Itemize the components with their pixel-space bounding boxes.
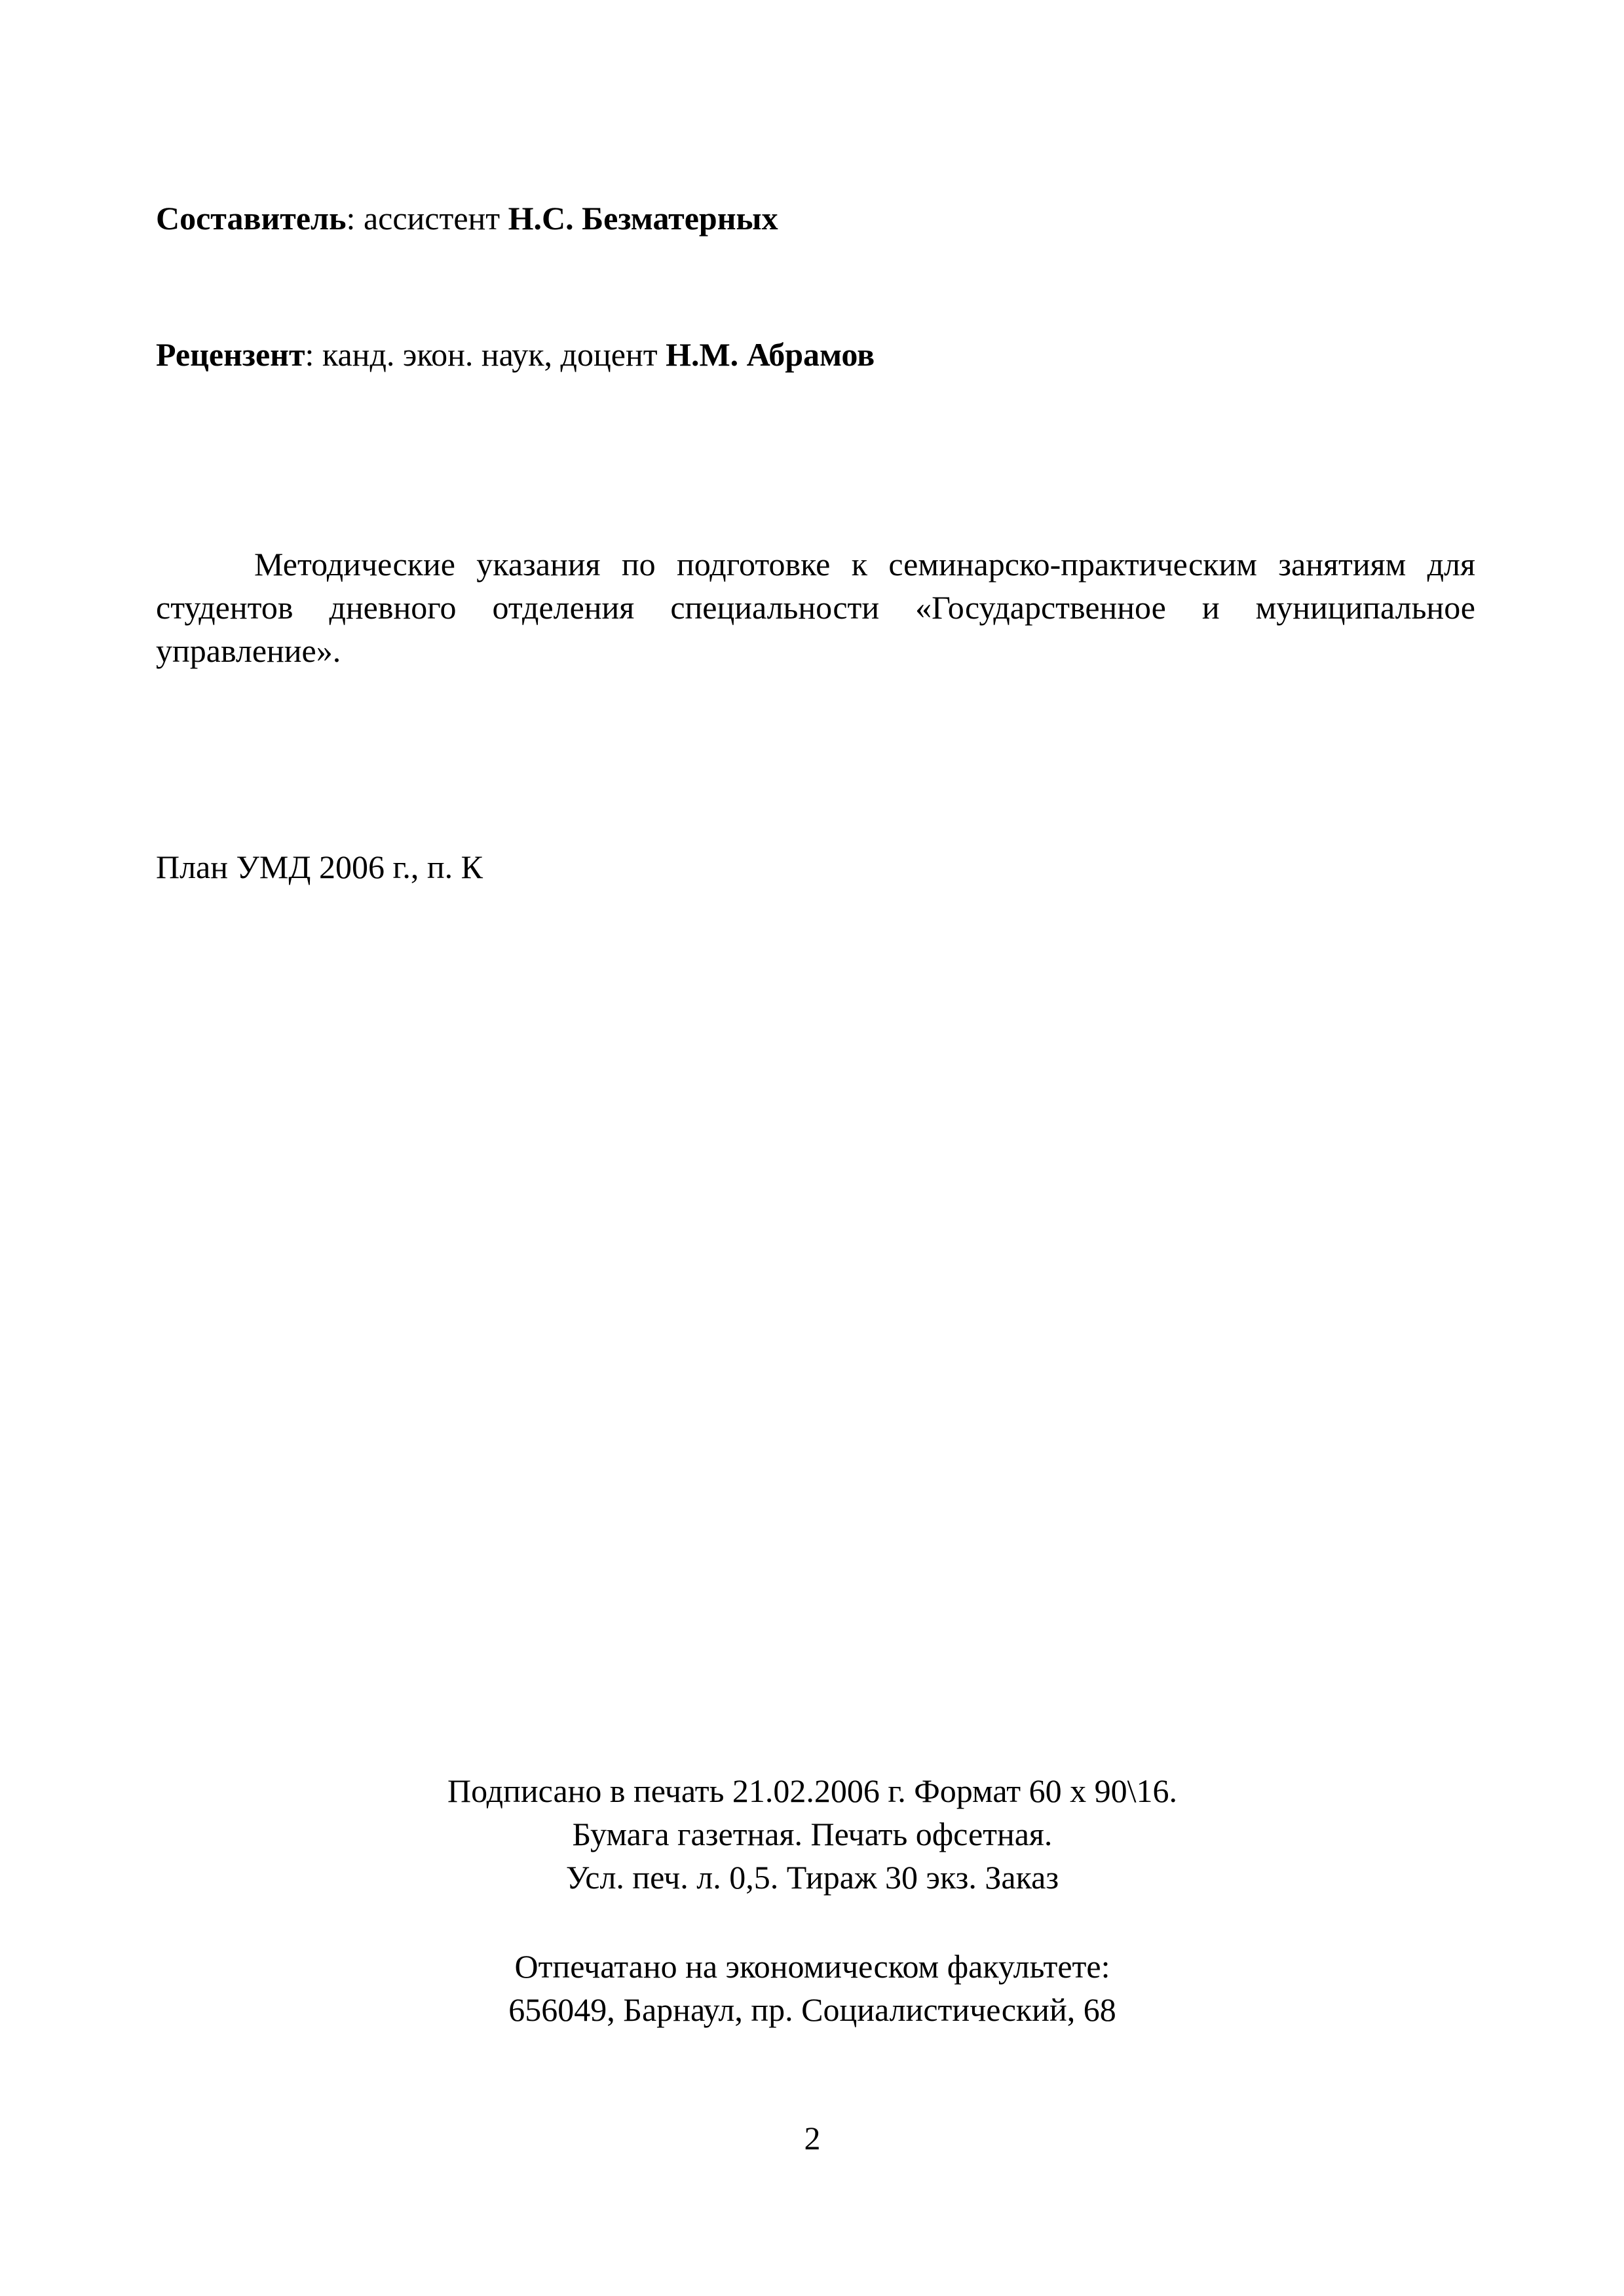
annotation-paragraph: Методические указания по подготовке к семинарско-практическим занятиям для студентов дневного отделения специальности «Государственное и муниципальное управление». xyxy=(156,546,1475,669)
compiler-role: ассистент xyxy=(363,200,508,237)
page-number: 2 xyxy=(804,2120,821,2156)
printed-at-line: 656049, Барнаул, пр. Социалистический, 68 xyxy=(508,1991,1116,2028)
compiler-name: Н.С. Безматерных xyxy=(508,200,778,237)
plan-reference: План УМД 2006 г., п. К xyxy=(156,849,483,885)
printed-at-block xyxy=(341,1945,1284,2031)
imprint-line: Усл. печ. л. 0,5. Тираж 30 экз. Заказ xyxy=(565,1859,1059,1896)
imprint-block xyxy=(341,1769,1284,1899)
reviewer-role: канд. экон. наук, доцент xyxy=(322,336,666,373)
compiler-credit xyxy=(156,197,778,240)
reviewer-label: Рецензент xyxy=(156,336,305,373)
printed-at-line: Отпечатано на экономическом факультете: xyxy=(514,1948,1110,1985)
imprint-line: Бумага газетная. Печать офсетная. xyxy=(572,1816,1053,1852)
compiler-label: Составитель xyxy=(156,200,347,237)
imprint-line: Подписано в печать 21.02.2006 г. Формат 60 х 90\16. xyxy=(447,1772,1177,1809)
compiler-separator: : xyxy=(346,200,364,237)
reviewer-name: Н.М. Абрамов xyxy=(666,336,875,373)
reviewer-separator: : xyxy=(305,336,322,373)
reviewer-credit xyxy=(156,333,875,376)
